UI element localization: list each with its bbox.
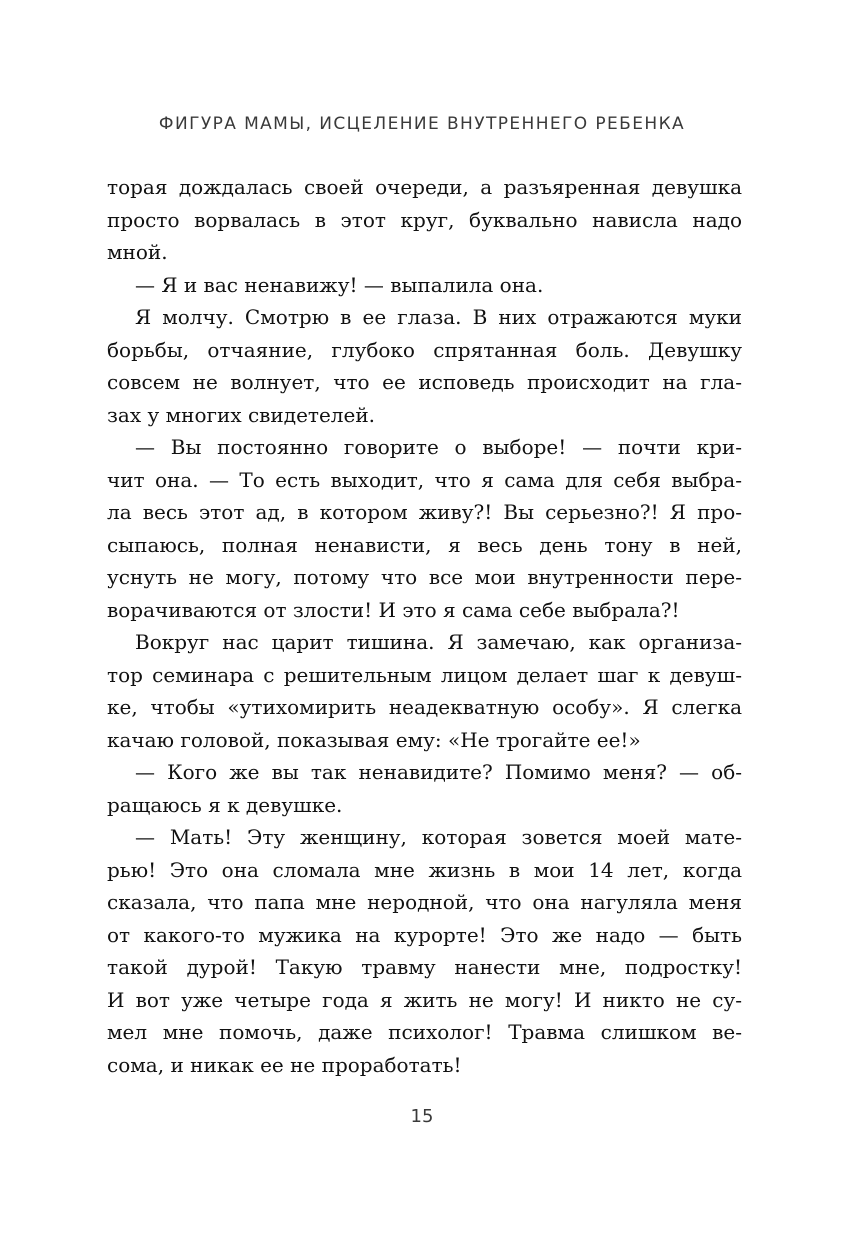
text-line: — Мать! Эту женщину, которая зовется моей мате- (135, 825, 742, 849)
text-line: — Я и вас ненавижу! — выпалила она. (135, 272, 544, 297)
text-line: мной. (107, 240, 168, 264)
text-line: сыпаюсь, полная ненависти, я весь день тону в ней, (107, 532, 742, 557)
text-line: торая дождалась своей очереди, а разъяренная девушка (107, 175, 742, 199)
text-line: — Кого же вы так ненавидите? Помимо меня? — об- (135, 760, 742, 784)
text-line: сказала, что папа мне неродной, что она нагуляла меня (107, 890, 742, 914)
text-line: совсем не волнует, что ее исповедь происходит на гла- (107, 370, 742, 394)
body-text (107, 171, 742, 1081)
text-line: ке, чтобы «утихомирить неадекватную особу». Я слегка (107, 695, 742, 719)
text-line: такой дурой! Такую травму нанести мне, подростку! (107, 955, 742, 979)
text-line: Я молчу. Смотрю в ее глаза. В них отражаются муки (135, 305, 742, 329)
running-header: ФИГУРА МАМЫ, ИСЦЕЛЕНИЕ ВНУТРЕННЕГО РЕБЕНКА (158, 114, 686, 134)
text-line: чит она. — То есть выходит, что я сама для себя выбра- (107, 467, 742, 492)
text-line: мел мне помочь, даже психолог! Травма слишком ве- (107, 1020, 742, 1044)
page-number: 15 (410, 1106, 434, 1127)
text-line: ла весь этот ад, в котором живу?! Вы серьезно?! Я про- (107, 500, 742, 524)
text-line: уснуть не могу, потому что все мои внутренности пере- (107, 565, 742, 589)
text-line: — Вы постоянно говорите о выборе! — почти кри- (135, 435, 742, 459)
text-line: от какого-то мужика на курорте! Это же надо — быть (107, 922, 742, 947)
text-line: сома, и никак ее не проработать! (107, 1052, 462, 1077)
text-line: тор семинара с решительным лицом делает шаг к девуш- (107, 662, 742, 687)
text-line: качаю головой, показывая ему: «Не трогайте ее!» (107, 727, 641, 752)
text-line: просто ворвалась в этот круг, буквально нависла надо (107, 207, 742, 232)
text-line: Вокруг нас царит тишина. Я замечаю, как организа- (135, 630, 742, 654)
text-line: ращаюсь я к девушке. (107, 792, 343, 817)
text-line: ворачиваются от злости! И это я сама себе выбрала?! (107, 597, 680, 622)
text-line: И вот уже четыре года я жить не могу! И никто не су- (107, 987, 742, 1012)
text-line: рью! Это она сломала мне жизнь в мои 14 лет, когда (107, 857, 742, 882)
text-line: зах у многих свидетелей. (107, 402, 376, 427)
text-line: борьбы, отчаяние, глубоко спрятанная боль. Девушку (107, 337, 742, 362)
